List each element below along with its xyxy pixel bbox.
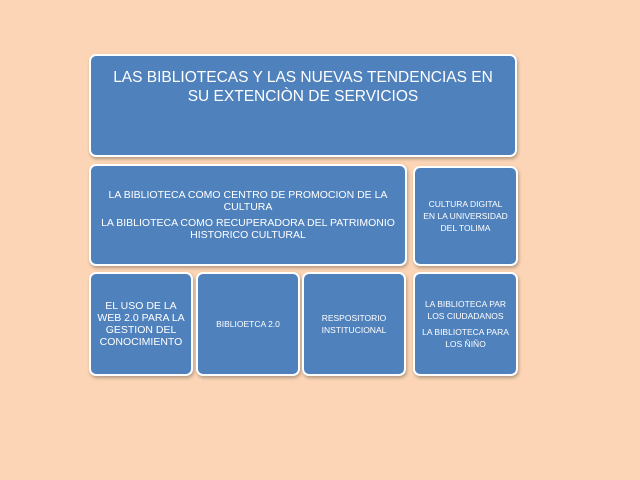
web20-knowledge-box — [89, 272, 193, 376]
title-box — [89, 54, 517, 157]
institutional-repository-text: RESPOSITORIO INSTITUCIONAL — [321, 313, 387, 335]
institutional-repository-box — [302, 272, 406, 376]
digital-culture-box — [413, 166, 518, 266]
library-roles-box — [89, 164, 407, 266]
citizens-children-box — [413, 272, 518, 376]
children-library-text: LA BIBLIOTECA PARA LOS ÑIÑO — [422, 327, 509, 349]
culture-promotion-text: LA BIBLIOTECA COMO CENTRO DE PROMOCION DE LA CULTURA — [108, 189, 388, 213]
heritage-recovery-text: LA BIBLIOTECA COMO RECUPERADORA DEL PATRIMONIO HISTORICO CULTURAL — [101, 217, 395, 241]
web20-knowledge-text: EL USO DE LA WEB 2.0 PARA LA GESTION DEL CONOCIMIENTO — [97, 300, 185, 348]
diagram-title: LAS BIBLIOTECAS Y LAS NUEVAS TENDENCIAS EN SU EXTENCIÒN DE SERVICIOS — [113, 69, 493, 105]
citizens-library-text: LA BIBLIOTECA PAR LOS CIUDADANOS — [424, 299, 507, 321]
library20-text: BIBLIOETCA 2.0 — [216, 319, 280, 329]
library20-box — [196, 272, 300, 376]
digital-culture-text: CULTURA DIGITAL EN LA UNIVERSIDAD DEL TOLIMA — [423, 199, 508, 233]
